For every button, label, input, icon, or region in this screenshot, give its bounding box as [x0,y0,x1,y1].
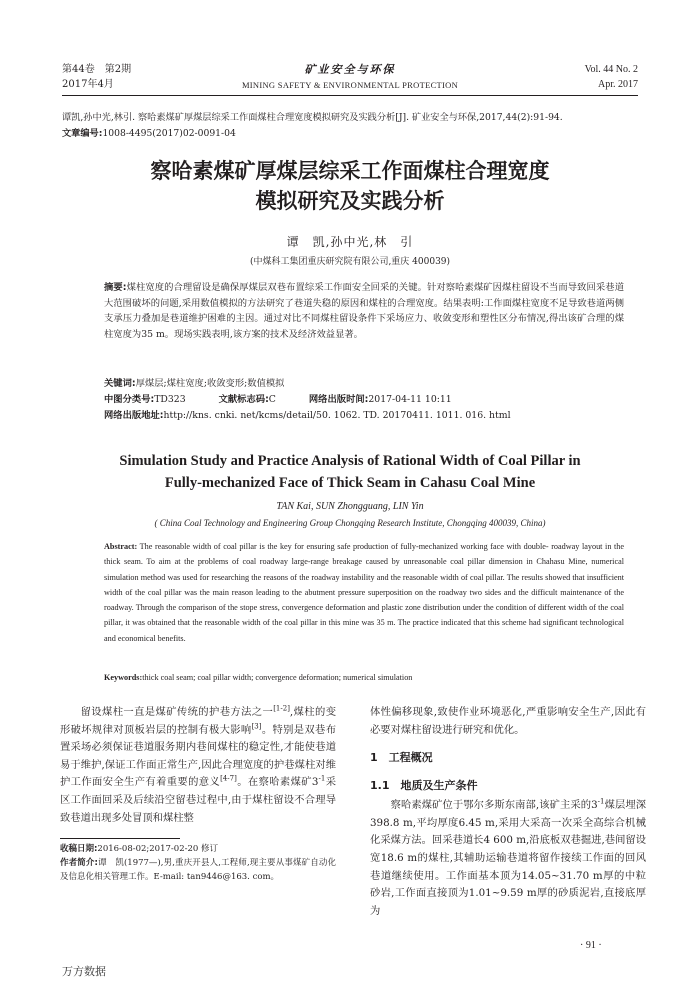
title-zh-line2: 模拟研究及实践分析 [255,189,445,213]
header-center [62,62,638,92]
affiliation-zh: (中煤科工集团重庆研究院有限公司,重庆 400039) [249,257,451,267]
date-en: Apr. 2017 [598,79,638,90]
citation-text: 谭凯,孙中光,林引. 察哈素煤矿厚煤层综采工作面煤柱合理宽度模拟研究及实践分析[J]. 矿业安全与环保,2017,44(2):91-94. [62,112,563,123]
volume-zh: 第44卷 第2期 [62,64,132,75]
intro-paragraph [60,704,336,827]
wanfang-watermark: 万方数据 [62,965,106,978]
ref-citation[interactable]: [3] [251,722,262,731]
author-bio-text: 谭 凯(1977—),男,重庆开县人,工程师,现主要从事煤矿自动化及信息化相关管理工作。E-mail: tan9446@163. com。 [60,858,336,882]
section-heading-1-1: 1.1 地质及生产条件 [370,779,478,793]
pub-time-label: 网络出版时间: [308,394,369,405]
keywords-zh [104,376,284,391]
date-zh: 2017年4月 [62,79,114,90]
keywords-zh-label: 关键词: [104,378,136,389]
geology-text-1: 察哈素煤矿位于鄂尔多斯东南部,该矿主采的3 [390,799,598,812]
keywords-en-value: thick coal seam; coal pillar width; convergence deformation; numerical simulation [142,673,413,682]
received-value: 2016-08-02;2017-02-20 修订 [97,844,218,854]
abstract-en-text: The reasonable width of coal pillar is the key for ensuring safe production of fully-mechanized working face with double- roadway layout in the thick seam. To aim at the problems of coal roadway large-range breakage caused by unreasonable coal pillar dimension in Chahasu Mine, numerical simulation method was used for researching the reasons of the roadway instability and the reasonable width of coal pillar. The results showed that insufficient width of the coal pillar was the main reason leading to the abutment pressure superposition on the roadway two sides and the difficult maintenance of the roadway. Through the comparison of the stope stress, convergence deformation and plastic zone distribution under the condition of different width of the coal pillar, it was obtained that the reasonable width of the coal pillar in this mine was 35 m. The practice indicated that this scheme had significant technological and economical benefits. [104,542,624,643]
pub-time-value: 2017-04-11 10:11 [368,394,452,405]
intro-text-2: ,煤柱的变形破坏规律对顶板岩层的控制有极大影响 [60,706,336,736]
geology-text-2: 煤层埋深398.8 m,平均厚度6.45 m,采用大采高一次采全高综合机械化采煤方法。回采巷道长4 600 m,沿底板双巷掘进,巷间留设宽18.6 m的煤柱,其辅助运输巷道将留作接续工作面的回风巷道继续使用。工作面基本顶为14.05~31.70 m厚的中粒砂岩,工作面直接顶为1.01~9.59 m厚的砂质泥岩,直接底厚为 [370,799,647,917]
body-left-column [60,704,336,827]
page-number: · 91 · [580,940,602,951]
ref-citation[interactable]: [4-7] [220,774,237,783]
received-label: 收稿日期: [60,844,98,854]
article-number-label: 文章编号: [62,128,103,139]
intro-text-1: 留设煤柱一直是煤矿传统的护巷方法之一 [80,706,274,718]
footnote-divider [60,838,180,839]
article-number-value: 1008-4495(2017)02-0091-04 [102,128,236,139]
title-en [62,450,638,494]
header-right [585,62,638,92]
title-en-line1: Simulation Study and Practice Analysis of Rational Width of Coal Pillar in [119,453,581,469]
footnote [60,842,336,884]
seam-superscript: -1 [597,797,605,806]
keywords-en-label: Keywords: [104,673,143,682]
title-en-line2: Fully-mechanized Face of Thick Seam in Cahasu Coal Mine [164,475,536,491]
received-date [60,842,336,856]
authors-zh: 谭 凯,孙中光,林 引 [286,235,414,249]
geology-paragraph [370,797,646,920]
affiliation-en: ( China Coal Technology and Engineering Group Chongqing Research Institute, Chongqing 400039, China) [154,518,546,528]
seam-superscript: -1 [318,774,326,783]
title-zh-line1: 察哈素煤矿厚煤层综采工作面煤柱合理宽度 [150,159,550,183]
journal-name-zh: 矿业安全与环保 [304,63,396,76]
doc-code-value: C [268,394,276,405]
abstract-zh-label: 摘要: [104,282,127,293]
abstract-en-label: Abstract: [104,542,138,551]
clc-label: 中图分类号: [104,394,155,405]
publication-url-line [104,408,511,423]
author-bio-label: 作者简介: [60,858,98,868]
citation-block [62,110,642,142]
url-label: 网络出版地址: [104,410,164,421]
volume-en: Vol. 44 No. 2 [584,64,638,75]
intro-text-4: 。在察哈素煤矿3 [236,776,319,789]
intro-text-5: 采区工作面回采及后续沿空留巷过程中,由于煤柱留设不合理导致巷道出现多处冒顶和煤柱整 [60,776,337,824]
section-heading-1: 1 工程概况 [370,751,433,765]
title-zh [62,156,638,216]
journal-name-en: MINING SAFETY & ENVIRONMENTAL PROTECTION [241,80,459,90]
authors-en: TAN Kai, SUN Zhongguang, LIN Yin [276,501,424,512]
keywords-en [104,671,624,685]
abstract-en [104,539,624,646]
abstract-zh [104,280,624,342]
running-header [62,62,638,96]
intro-text-3: 。特别是双巷布置采场必须保证巷道服务期内巷间煤柱的稳定性,才能使巷道易于维护,保证工作面正常生产,因此合理宽度的护巷煤柱对维护工作面安全生产有着重要的意义 [60,723,337,789]
intro-continued: 体性偏移现象,致使作业环境恶化,严重影响安全生产,因此有必要对煤柱留设进行研究和优化。 [370,706,646,736]
body-right-column [370,704,646,920]
doc-code-label: 文献标志码: [218,394,269,405]
abstract-zh-text: 煤柱宽度的合理留设是确保厚煤层双巷布置综采工作面安全回采的关键。针对察哈素煤矿因煤柱留设不当而导致回采巷道大范围破坏的问题,采用数值模拟的方法研究了巷道失稳的原因和煤柱的合理宽度。结果表明:工作面煤柱宽度不足导致巷道两侧支承压力叠加是巷道维护困难的主因。通过对比不同煤柱留设条件下采场应力、收敛变形和塑性区分布情况,得出该矿合理的煤柱宽度为35 m。现场实践表明,该方案的技术及经济效益显著。 [104,282,624,340]
author-bio [60,856,336,884]
url-value[interactable]: http://kns. cnki. net/kcms/detail/50. 1062. TD. 20170411. 1011. 016. html [163,410,511,421]
classification-line [104,392,452,407]
ref-citation[interactable]: [1-2] [273,704,290,713]
article-number [62,126,642,142]
clc-value: TD323 [154,394,186,405]
keywords-zh-value: 厚煤层;煤柱宽度;收敛变形;数值模拟 [135,378,285,389]
